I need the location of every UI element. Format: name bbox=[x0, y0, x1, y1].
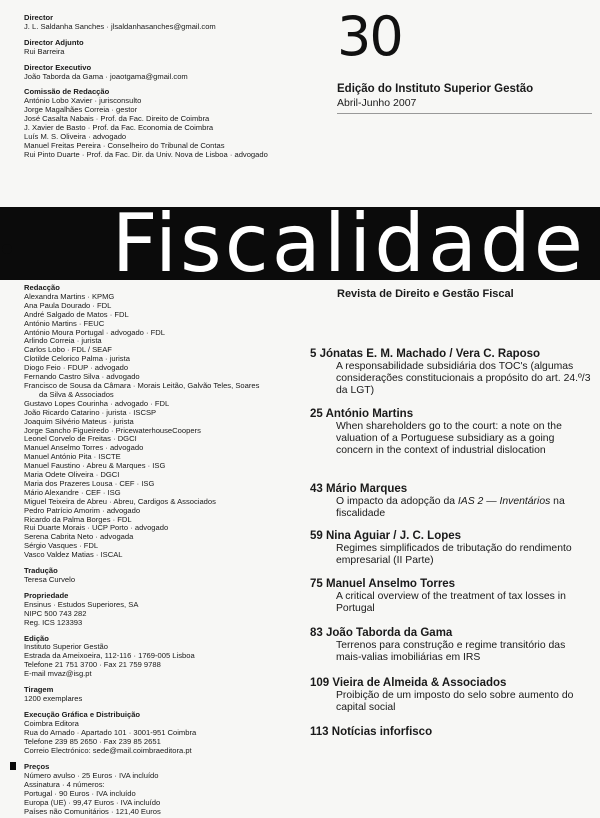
staff-member: Ana Paula Dourado · FDL bbox=[24, 300, 112, 310]
translation-credit bbox=[24, 567, 324, 585]
publisher-line: Edição do Instituto Superior Gestão bbox=[337, 83, 534, 95]
toc-authors: Nina Aguiar / J. C. Lopes bbox=[326, 530, 462, 542]
edition-credit bbox=[24, 635, 324, 680]
staff-member: António Martins · FEUC bbox=[24, 318, 105, 328]
editorial-staff bbox=[24, 284, 324, 560]
staff-member: Diogo Feio · FDUP · advogado bbox=[24, 363, 129, 373]
toc-authors: João Taborda da Gama bbox=[326, 627, 453, 639]
issue-date: Abril-Junho 2007 bbox=[337, 97, 417, 109]
toc-entry bbox=[310, 578, 592, 615]
credit-line: Ensinus · Estudos Superiores, SA bbox=[24, 599, 139, 609]
toc-title: Terrenos para construção e regime transitório das mais-valias imobiliárias em IRS bbox=[336, 640, 566, 663]
toc-heading bbox=[310, 677, 592, 690]
role-label: Execução Gráfica e Distribuição bbox=[24, 709, 141, 719]
staff-member: Miguel Teixeira de Abreu · Abreu, Cardigos & Associados bbox=[24, 496, 216, 506]
staff-member: Rui Duarte Morais · UCP Porto · advogado bbox=[24, 523, 169, 533]
masthead-editorial-committee bbox=[24, 88, 324, 159]
committee-member: Luís M. S. Oliveira · advogado bbox=[24, 131, 127, 141]
toc-entry bbox=[310, 483, 592, 520]
toc-title: Proibição de um imposto do selo sobre aumento do capital social bbox=[336, 690, 574, 713]
toc-entry bbox=[310, 408, 592, 456]
committee-member: José Casalta Nabais · Prof. da Fac. Direito de Coimbra bbox=[24, 114, 210, 124]
toc-authors: Vieira de Almeida & Associados bbox=[332, 677, 507, 689]
credit-line: Teresa Curvelo bbox=[24, 575, 76, 584]
toc-title-italic: IAS 2 — Inventários bbox=[457, 496, 551, 507]
staff-member: João Ricardo Catarino · jurista · ISCSP bbox=[24, 407, 157, 417]
staff-member: André Salgado de Matos · FDL bbox=[24, 309, 129, 319]
staff-member: Manuel Anselmo Torres · advogado bbox=[24, 443, 144, 453]
role-label: Director Executivo bbox=[24, 62, 92, 72]
toc-entry bbox=[310, 627, 592, 664]
credit-line: NIPC 500 743 282 bbox=[24, 608, 87, 618]
ownership-credit bbox=[24, 592, 324, 628]
role-label: Comissão de Redacção bbox=[24, 87, 110, 97]
credit-line: E-mail mvaz@isg.pt bbox=[24, 669, 92, 679]
masthead bbox=[24, 14, 324, 167]
printing-distribution-credit bbox=[24, 711, 324, 756]
journal-title: Fiscalidade bbox=[111, 197, 586, 290]
toc-page: 113 bbox=[310, 726, 329, 738]
staff-member: Jorge Sancho Figueiredo · PricewaterhouseCoopers bbox=[24, 425, 201, 435]
staff-member: Serena Cabrita Neto · advogada bbox=[24, 532, 134, 542]
staff-member: Manuel António Pita · ISCTE bbox=[24, 452, 121, 462]
toc-entry bbox=[310, 726, 592, 739]
toc-entry bbox=[310, 677, 592, 714]
toc-authors: Mário Marques bbox=[326, 483, 408, 495]
credit-line: Instituto Superior Gestão bbox=[24, 642, 108, 652]
staff-member: Pedro Patrício Amorim · advogado bbox=[24, 505, 141, 515]
toc-page: 109 bbox=[310, 677, 330, 689]
role-label: Propriedade bbox=[24, 590, 69, 600]
toc-title: When shareholders go to the court: a note on the valuation of a Portuguese subsidiary as a going concern in the context of industrial dislocation bbox=[336, 421, 562, 456]
credit-line: Telefone 239 85 2650 · Fax 239 85 2651 bbox=[24, 736, 161, 746]
role-label: Tiragem bbox=[24, 685, 54, 695]
role-label: Edição bbox=[24, 633, 49, 643]
toc-page: 43 bbox=[310, 483, 323, 495]
committee-member: Manuel Freitas Pereira · Conselheiro do Tribunal de Contas bbox=[24, 140, 225, 150]
role-label: Director bbox=[24, 13, 54, 22]
toc-heading bbox=[310, 726, 592, 739]
price-line: Europa (UE) · 99,47 Euros · IVA incluído bbox=[24, 798, 161, 808]
staff-member: Francisco de Sousa da Câmara · Morais Leitão, Galvão Teles, Soares bbox=[24, 380, 260, 390]
journal-subtitle: Revista de Direito e Gestão Fiscal bbox=[337, 288, 514, 300]
toc-title: Regimes simplificados de tributação do rendimento empresarial (II Parte) bbox=[336, 543, 572, 566]
role-person: João Taborda da Gama · joaotgama@gmail.com bbox=[24, 71, 188, 81]
price-line: Assinatura · 4 números: bbox=[24, 780, 105, 790]
toc-entry bbox=[310, 348, 592, 396]
staff-member: Leonel Corvelo de Freitas · DGCI bbox=[24, 434, 137, 444]
role-label: Director Adjunto bbox=[24, 37, 84, 47]
toc-heading bbox=[310, 348, 592, 361]
toc-title-text: na fiscalidade bbox=[336, 496, 565, 519]
toc-page: 75 bbox=[310, 578, 323, 590]
credit-line: 1200 exemplares bbox=[24, 693, 83, 703]
toc-heading bbox=[310, 530, 592, 543]
price-line: Países não Comunitários · 121,40 Euros bbox=[24, 806, 161, 816]
staff-member: Maria dos Prazeres Lousa · CEF · ISG bbox=[24, 478, 155, 488]
toc-page: 5 bbox=[310, 348, 317, 360]
staff-member: Ricardo da Palma Borges · FDL bbox=[24, 514, 132, 524]
masthead-deputy-director bbox=[24, 39, 324, 57]
role-label: Tradução bbox=[24, 566, 58, 576]
staff-member: Sérgio Vasques · FDL bbox=[24, 541, 99, 551]
divider bbox=[337, 113, 592, 114]
toc-title bbox=[336, 496, 592, 520]
staff-member: Gustavo Lopes Courinha · advogado · FDL bbox=[24, 398, 170, 408]
toc-title: A critical overview of the treatment of tax losses in Portugal bbox=[336, 591, 566, 614]
toc-page: 25 bbox=[310, 408, 323, 420]
staff-member: Alexandra Martins · KPMG bbox=[24, 291, 115, 301]
credit-line: Rua do Arnado · Apartado 101 · 3001-951 Coimbra bbox=[24, 727, 197, 737]
role-person: Rui Barreira bbox=[24, 46, 65, 56]
staff-member: Maria Odete Oliveira · DGCI bbox=[24, 470, 120, 480]
credit-line: Telefone 21 751 3700 · Fax 21 759 9788 bbox=[24, 660, 161, 670]
toc-title: A responsabilidade subsidiária dos TOC's (algumas considerações constitucionais a propósito do art. 24.º/3 da LGT) bbox=[336, 361, 591, 396]
registration-mark-icon bbox=[2, 244, 12, 254]
credit-line: Reg. ICS 123393 bbox=[24, 617, 83, 627]
issue-number: 30 bbox=[337, 5, 402, 68]
committee-member: António Lobo Xavier · jurisconsulto bbox=[24, 96, 142, 106]
print-run-credit bbox=[24, 686, 324, 704]
toc-authors: Notícias inforfisco bbox=[331, 726, 433, 738]
staff-member: Joaquim Silvério Mateus · jurista bbox=[24, 416, 134, 426]
staff-member: Fernando Castro Silva · advogado bbox=[24, 372, 140, 382]
staff-member: Clotilde Celorico Palma · jurista bbox=[24, 354, 130, 364]
role-label: Redacção bbox=[24, 283, 60, 292]
prices-credit bbox=[24, 762, 324, 816]
staff-member-continued: da Silva & Associados bbox=[39, 389, 114, 399]
toc-heading bbox=[310, 627, 592, 640]
toc-heading bbox=[310, 408, 592, 421]
toc-page: 83 bbox=[310, 627, 323, 639]
price-line: Número avulso · 25 Euros · IVA incluído bbox=[24, 771, 159, 781]
role-person: J. L. Saldanha Sanches · jlsaldanhasanches@gmail.com bbox=[24, 21, 216, 31]
masthead-executive-director bbox=[24, 64, 324, 82]
staff-member: Carlos Lobo · FDL / SEAF bbox=[24, 345, 112, 355]
staff-member: António Moura Portugal · advogado · FDL bbox=[24, 327, 165, 337]
masthead-director bbox=[24, 14, 324, 32]
toc-page: 59 bbox=[310, 530, 323, 542]
price-line: Portugal · 90 Euros · IVA incluído bbox=[24, 789, 136, 799]
toc-heading bbox=[310, 483, 592, 496]
staff-member: Arlindo Correia · jurista bbox=[24, 336, 102, 346]
staff-member: Manuel Faustino · Abreu & Marques · ISG bbox=[24, 461, 166, 471]
credit-line: Coimbra Editora bbox=[24, 718, 79, 728]
credit-line: Correio Electrónico: sede@mail.coimbraeditora.pt bbox=[24, 745, 192, 755]
committee-member: J. Xavier de Basto · Prof. da Fac. Economia de Coimbra bbox=[24, 123, 214, 133]
toc-title-text: O impacto da adopção da bbox=[336, 496, 458, 507]
staff-member: Vasco Valdez Matias · ISCAL bbox=[24, 550, 123, 560]
credit-line: Estrada da Ameixoeira, 112-116 · 1769-005 Lisboa bbox=[24, 651, 195, 661]
toc-authors: Manuel Anselmo Torres bbox=[326, 578, 456, 590]
credits-column bbox=[24, 284, 324, 818]
committee-member: Rui Pinto Duarte · Prof. da Fac. Dir. da Univ. Nova de Lisboa · advogado bbox=[24, 149, 268, 159]
staff-member: Mário Alexandre · CEF · ISG bbox=[24, 487, 121, 497]
toc-authors: Jónatas E. M. Machado / Vera C. Raposo bbox=[319, 348, 541, 360]
toc-authors: António Martins bbox=[325, 408, 414, 420]
committee-member: Jorge Magalhães Correia · gestor bbox=[24, 105, 138, 115]
toc-entry bbox=[310, 530, 592, 567]
role-label: Preços bbox=[24, 762, 324, 772]
toc-heading bbox=[310, 578, 592, 591]
